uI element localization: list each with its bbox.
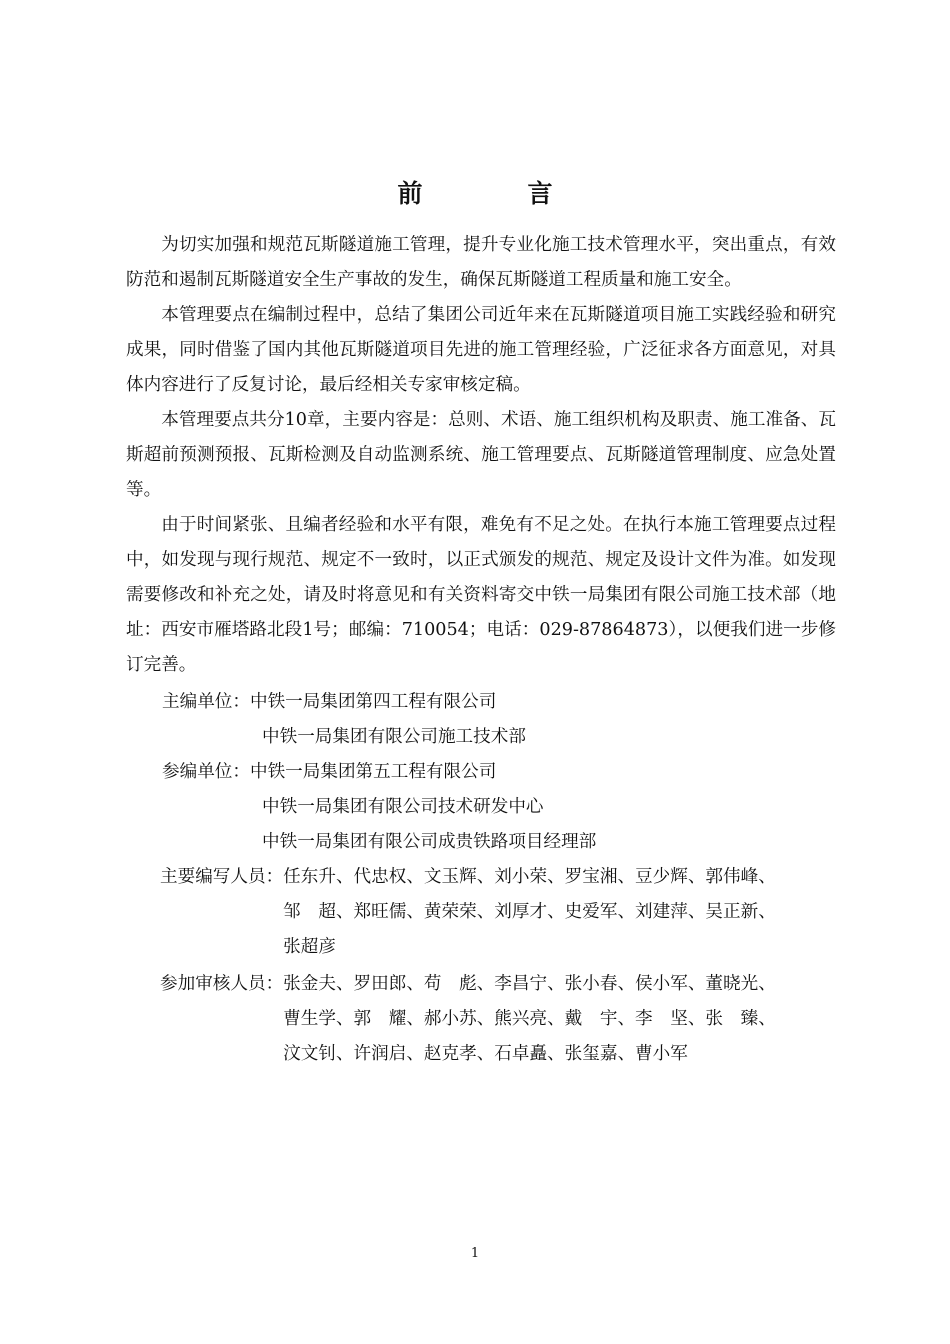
page-title: 前 言 bbox=[397, 179, 593, 208]
participating-unit-2: 中铁一局集团有限公司技术研发中心 bbox=[262, 797, 544, 817]
reviewers-row bbox=[126, 967, 836, 1072]
reviewers-line-3: 汶文钊、许润启、赵克孝、石卓矗、张玺嘉、曹小军 bbox=[283, 1044, 688, 1064]
writers-label: 主要编写人员： bbox=[160, 867, 284, 887]
reviewers-line-2: 曹生学、郭 耀、郝小苏、熊兴亮、戴 宇、李 坚、张 臻、 bbox=[283, 1009, 776, 1029]
reviewers-line-1: 张金夫、罗田郎、苟 彪、李昌宁、张小春、侯小军、董晓光、 bbox=[283, 974, 776, 994]
paragraph-4: 由于时间紧张、且编者经验和水平有限，难免有不足之处。在执行本施工管理要点过程中，如发现与现行规范、规定不一致时，以正式颁发的规范、规定及设计文件为准。如发现需要修改和补充之处，请及时将意见和有关资料寄交中铁一局集团有限公司施工技术部（地址：西安市雁塔路北段1号；邮编：710054；电话：029-87864873），以便我们进一步修订完善。 bbox=[126, 515, 836, 675]
chief-unit-row bbox=[126, 685, 836, 720]
credits-section bbox=[126, 685, 836, 1072]
chief-unit-2: 中铁一局集团有限公司施工技术部 bbox=[262, 727, 526, 747]
writers-line-1: 任东升、代忠权、文玉辉、刘小荣、罗宝湘、豆少辉、郭伟峰、 bbox=[283, 867, 776, 887]
paragraph-1: 为切实加强和规范瓦斯隧道施工管理，提升专业化施工技术管理水平，突出重点，有效防范和遏制瓦斯隧道安全生产事故的发生，确保瓦斯隧道工程质量和施工安全。 bbox=[126, 235, 836, 290]
paragraph-3: 本管理要点共分10章，主要内容是：总则、术语、施工组织机构及职责、施工准备、瓦斯超前预测预报、瓦斯检测及自动监测系统、施工管理要点、瓦斯隧道管理制度、应急处置等。 bbox=[126, 410, 836, 500]
reviewers-label: 参加审核人员： bbox=[160, 974, 284, 994]
chief-unit-1: 中铁一局集团第四工程有限公司 bbox=[249, 692, 497, 712]
page-number: 1 bbox=[470, 1246, 480, 1261]
participating-unit-3: 中铁一局集团有限公司成贵铁路项目经理部 bbox=[262, 832, 597, 852]
paragraph-2: 本管理要点在编制过程中，总结了集团公司近年来在瓦斯隧道项目施工实践经验和研究成果，同时借鉴了国内其他瓦斯隧道项目先进的施工管理经验，广泛征求各方面意见，对具体内容进行了反复讨论，最后经相关专家审核定稿。 bbox=[126, 305, 836, 395]
participating-unit-row bbox=[126, 755, 836, 790]
writers-row bbox=[126, 860, 836, 965]
reviewers-list bbox=[283, 967, 836, 1072]
participating-unit-1: 中铁一局集团第五工程有限公司 bbox=[249, 762, 497, 782]
chief-unit-label: 主编单位： bbox=[162, 692, 250, 712]
participating-unit-label: 参编单位： bbox=[162, 762, 250, 782]
writers-line-2: 邹 超、郑旺儒、黄荣荣、刘厚才、史爱军、刘建萍、吴正新、 bbox=[283, 902, 776, 922]
writers-list bbox=[283, 860, 836, 965]
preface-body bbox=[126, 228, 836, 683]
writers-line-3: 张超彦 bbox=[283, 937, 336, 957]
